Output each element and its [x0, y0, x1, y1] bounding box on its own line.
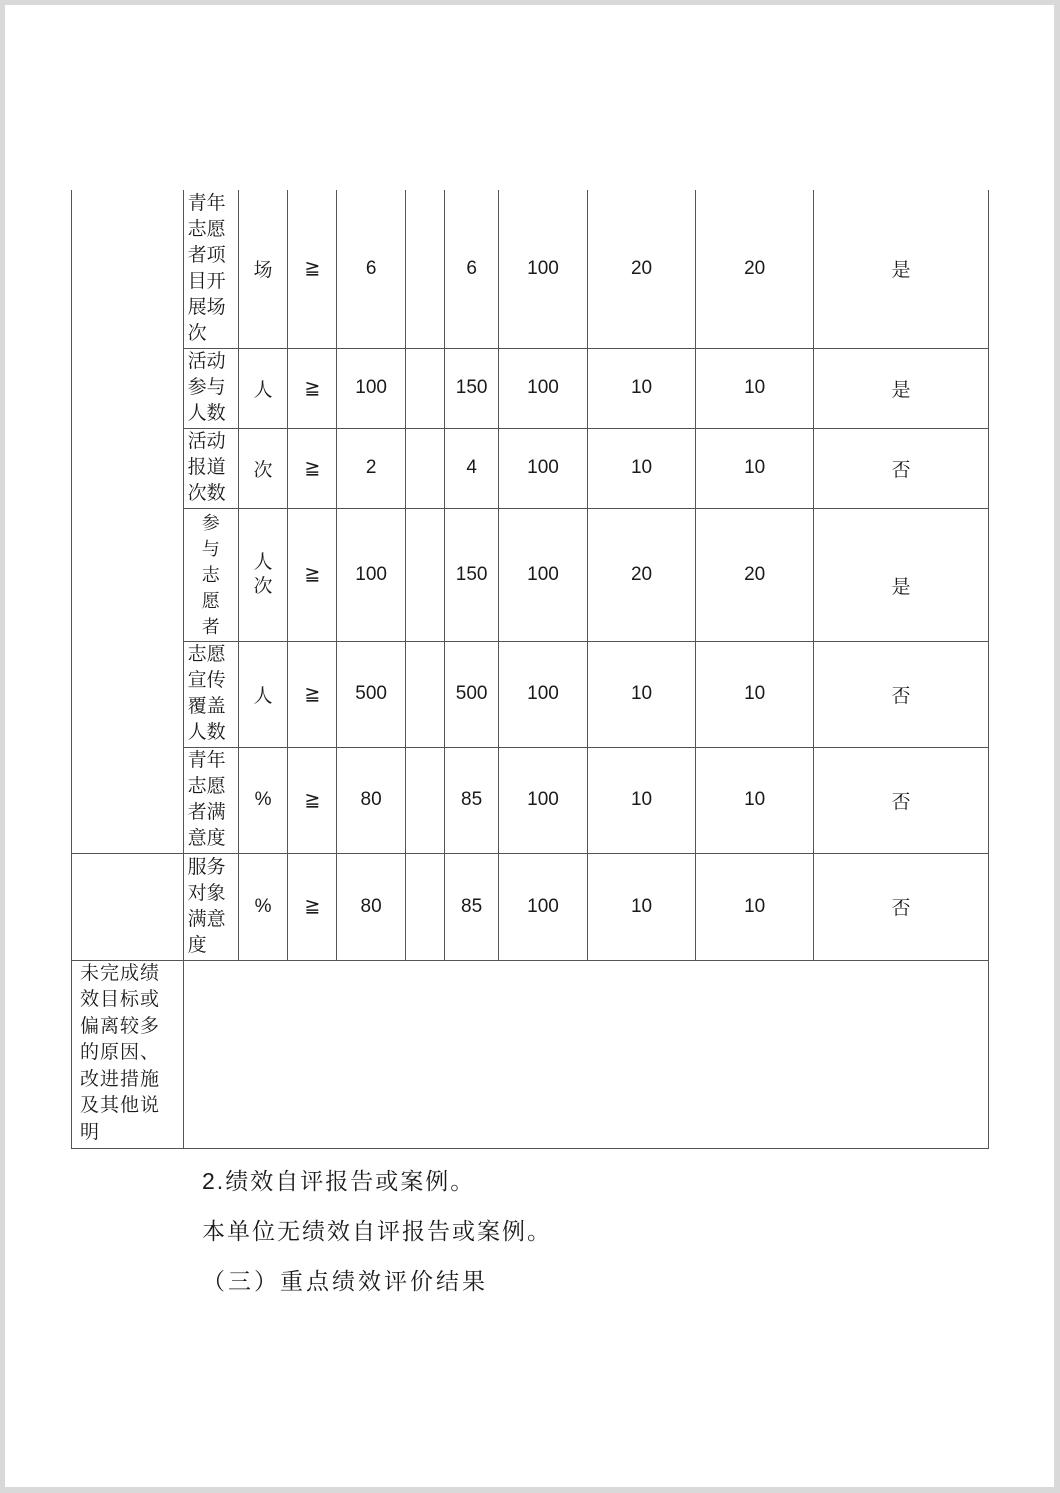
unit-cell: 场 — [238, 190, 287, 348]
weight-value: 20 — [587, 508, 696, 641]
unit-cell: % — [238, 853, 287, 960]
indicator-name: 青年 志愿 者项 目开 展场 次 — [183, 190, 238, 348]
target-value: 80 — [337, 747, 405, 853]
target-value: 2 — [337, 428, 405, 508]
unit-cell: 人 — [238, 348, 287, 428]
body-paragraph: 本单位无绩效自评报告或案例。 — [202, 1219, 552, 1245]
flag-cell: 是 — [813, 348, 988, 428]
heading-number: 2. — [202, 1168, 226, 1194]
actual-value: 85 — [444, 853, 498, 960]
indicator-name: 活动 报道 次数 — [183, 428, 238, 508]
actual-value: 150 — [444, 508, 498, 641]
target-value: 80 — [337, 853, 405, 960]
weight-value: 10 — [587, 641, 696, 747]
flag-cell: 否 — [813, 641, 988, 747]
weight-value: 10 — [587, 428, 696, 508]
score-value: 20 — [696, 508, 814, 641]
blank-cell — [405, 348, 444, 428]
flag-cell: 是 — [813, 190, 988, 348]
category-cell — [72, 853, 184, 960]
document-page — [5, 5, 1054, 1487]
heading-text: 绩效自评报告或案例。 — [225, 1169, 476, 1195]
table-row — [72, 747, 989, 853]
target-value: 500 — [337, 641, 405, 747]
unit-cell: 人 — [238, 641, 287, 747]
score-value: 10 — [696, 747, 814, 853]
indicator-name: 参 与 志 愿 者 — [183, 508, 238, 641]
table-row — [72, 428, 989, 508]
score-value: 10 — [696, 853, 814, 960]
blank-cell — [405, 428, 444, 508]
completion-rate: 100 — [499, 853, 587, 960]
table-row — [72, 508, 989, 641]
table-row — [72, 348, 989, 428]
completion-rate: 100 — [499, 641, 587, 747]
blank-cell — [405, 508, 444, 641]
weight-value: 10 — [587, 747, 696, 853]
score-value: 10 — [696, 348, 814, 428]
operator-cell: ≧ — [288, 348, 337, 428]
section-heading — [202, 1163, 475, 1196]
target-value: 100 — [337, 508, 405, 641]
actual-value: 150 — [444, 348, 498, 428]
notes-label: 未完成绩效目标或偏离较多的原因、改进措施及其他说明 — [72, 960, 184, 1149]
completion-rate: 100 — [499, 348, 587, 428]
table-row — [72, 641, 989, 747]
notes-content — [183, 960, 988, 1149]
indicator-name: 志愿 宣传 覆盖 人数 — [183, 641, 238, 747]
flag-cell: 否 — [813, 747, 988, 853]
completion-rate: 100 — [499, 190, 587, 348]
indicator-name: 活动 参与 人数 — [183, 348, 238, 428]
unit-cell: % — [238, 747, 287, 853]
actual-value: 500 — [444, 641, 498, 747]
table-row — [72, 190, 989, 348]
target-value: 6 — [337, 190, 405, 348]
actual-value: 4 — [444, 428, 498, 508]
weight-value: 10 — [587, 853, 696, 960]
sub-heading: （三）重点绩效评价结果 — [202, 1269, 488, 1295]
flag-cell: 否 — [813, 428, 988, 508]
operator-cell: ≧ — [288, 190, 337, 348]
score-value: 10 — [696, 641, 814, 747]
flag-cell: 是 — [813, 508, 988, 641]
category-cell — [72, 190, 184, 853]
blank-cell — [405, 747, 444, 853]
operator-cell: ≧ — [288, 508, 337, 641]
operator-cell: ≧ — [288, 747, 337, 853]
target-value: 100 — [337, 348, 405, 428]
actual-value: 85 — [444, 747, 498, 853]
completion-rate: 100 — [499, 747, 587, 853]
indicator-name: 服务 对象 满意 度 — [183, 853, 238, 960]
weight-value: 20 — [587, 190, 696, 348]
notes-row — [72, 960, 989, 1149]
unit-cell: 次 — [238, 428, 287, 508]
blank-cell — [405, 641, 444, 747]
operator-cell: ≧ — [288, 641, 337, 747]
actual-value: 6 — [444, 190, 498, 348]
operator-cell: ≧ — [288, 428, 337, 508]
completion-rate: 100 — [499, 508, 587, 641]
score-value: 20 — [696, 190, 814, 348]
performance-table — [71, 190, 989, 1149]
weight-value: 10 — [587, 348, 696, 428]
completion-rate: 100 — [499, 428, 587, 508]
flag-cell: 否 — [813, 853, 988, 960]
blank-cell — [405, 853, 444, 960]
unit-cell: 人 次 — [238, 508, 287, 641]
score-value: 10 — [696, 428, 814, 508]
blank-cell — [405, 190, 444, 348]
operator-cell: ≧ — [288, 853, 337, 960]
table-row — [72, 853, 989, 960]
indicator-name: 青年 志愿 者满 意度 — [183, 747, 238, 853]
